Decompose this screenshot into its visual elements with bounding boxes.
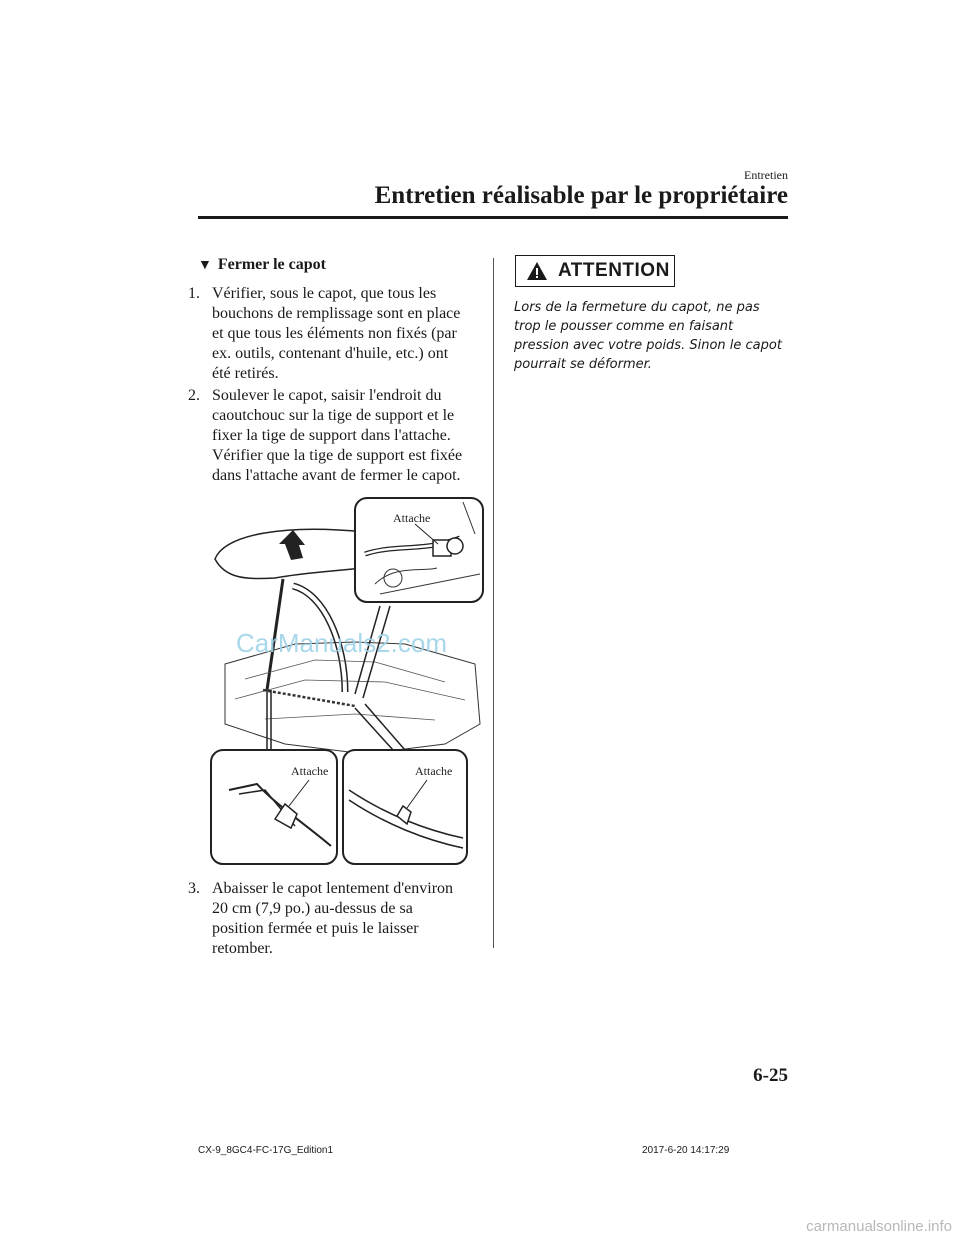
footer-document-id: CX-9_8GC4-FC-17G_Edition1 [198,1145,334,1156]
section-heading [198,256,326,274]
step-number: 2. [188,387,200,404]
attache-callout-top: Attache [393,511,431,525]
step-number: 3. [188,880,200,897]
attention-label: ATTENTION [558,260,670,281]
step-number: 1. [188,285,200,302]
steps-list [188,284,468,486]
step-text: Soulever le capot, saisir l'endroit du caoutchouc sur la tige de support et le fixer la tige de support dans l'attache. Vérifier que la tige de support est fixée dans l'attache avant de fermer le capot. [212,387,463,484]
step-item [188,284,468,384]
column-divider [493,258,494,948]
watermark-overlay: CarManuals2.com [236,628,447,658]
header-divider [198,216,788,219]
attention-box [515,255,675,287]
attache-callout-bottom-left: Attache [291,764,329,778]
section-heading-text: Fermer le capot [217,256,326,273]
footer-timestamp: 2017-6-20 14:17:29 [642,1145,730,1156]
page-title: Entretien réalisable par le propriétaire [374,182,788,209]
hood-illustration-svg [205,494,485,866]
step-text: Abaisser le capot lentement d'environ 20 cm (7,9 po.) au-dessus de sa position fermée et puis le laisser retomber. [212,880,454,957]
header-section-label: Entretien [744,168,788,182]
warning-triangle-icon [526,261,548,281]
hood-closing-illustration [205,494,485,866]
triangle-marker-icon: ▼ [198,258,212,273]
page-number: 6-25 [753,1065,788,1086]
step-item [188,879,468,959]
steps-list-continued [188,879,468,959]
step-text: Vérifier, sous le capot, que tous les bouchons de remplissage sont en place et que tous les éléments non fixés (par ex. outils, contenant d'huile, etc.) ont été retirés. [212,285,461,382]
attache-callout-bottom-right: Attache [415,764,453,778]
attention-text: Lors de la fermeture du capot, ne pas trop le pousser comme en faisant pression avec votre poids. Sinon le capot pourrait se déformer. [514,300,782,372]
footer-watermark: carmanualsonline.info [806,1218,952,1235]
step-item [188,386,468,486]
